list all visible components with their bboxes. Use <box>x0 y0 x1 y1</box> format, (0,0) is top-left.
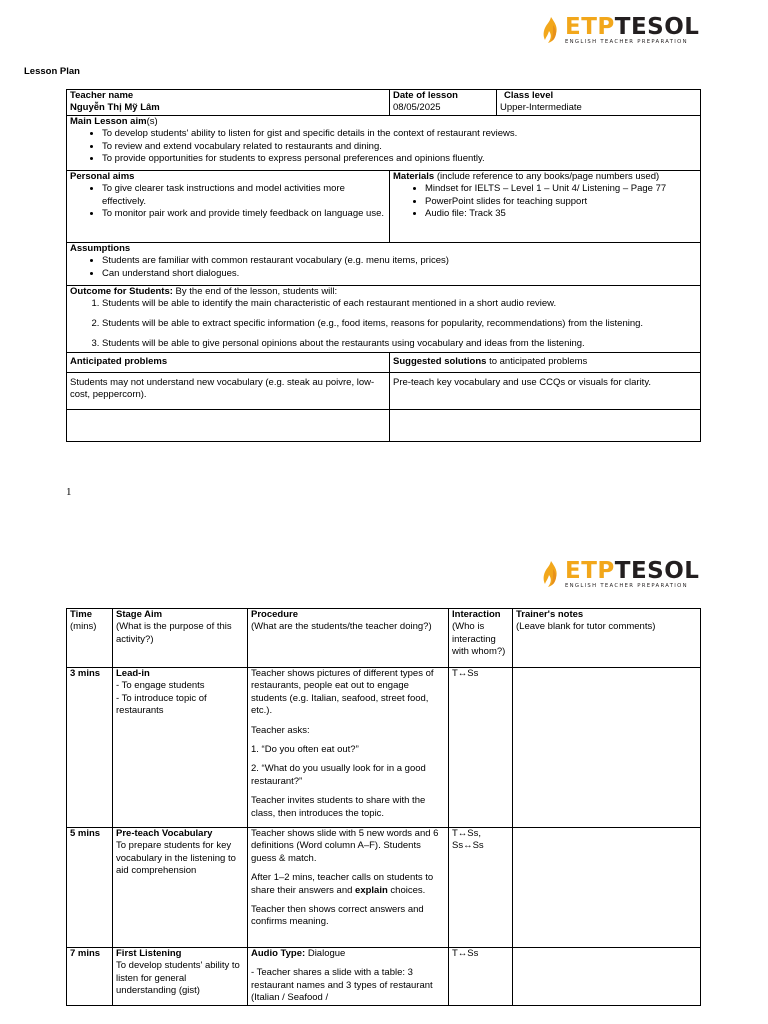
procedure-text: Teacher then shows correct answers and confirms meaning. <box>251 904 424 928</box>
header-stage-label: Stage Aim <box>116 609 163 620</box>
outcome-intro: By the end of the lesson, students will: <box>172 285 338 297</box>
header-interaction-label: Interaction <box>452 609 501 620</box>
audio-type-value: Dialogue <box>305 948 346 959</box>
materials-label: Materials <box>393 170 435 182</box>
list-item: • PowerPoint slides for teaching support <box>425 196 697 208</box>
etp-tesol-logo <box>541 16 699 45</box>
main-aim-suffix: (s) <box>146 115 158 127</box>
row-interaction: T↔Ss, Ss↔Ss <box>449 828 513 948</box>
personal-aims-cell <box>67 170 390 242</box>
row-time: 7 mins <box>67 948 113 1006</box>
class-level: Upper-Intermediate <box>500 102 582 114</box>
header-interaction-sub: (Who is interacting with whom?) <box>452 621 506 658</box>
header-procedure <box>248 609 449 668</box>
anticipated-label: Anticipated problems <box>70 355 168 367</box>
assumptions-label: Assumptions <box>70 242 131 254</box>
header-stage <box>113 609 248 668</box>
problem-cell <box>67 372 390 409</box>
row-notes <box>513 668 701 828</box>
etp-tesol-logo <box>541 560 699 589</box>
list-item: • To review and extend vocabulary related to restaurants and dining. <box>102 141 697 153</box>
procedure-text: Teacher asks: <box>251 724 310 736</box>
solutions-header-cell <box>390 352 701 372</box>
outcomes-list <box>70 298 697 350</box>
procedure-text-part: After 1–2 mins, teacher calls on students to share their answers and <box>251 872 434 896</box>
header-notes-sub: (Leave blank for tutor comments) <box>516 621 656 633</box>
list-item: • To develop students' ability to listen for gist and specific details in the context of restaurant reviews. <box>102 128 697 140</box>
class-level-label: Class level <box>504 90 554 101</box>
date-cell <box>390 90 497 116</box>
header-procedure-label: Procedure <box>251 609 298 620</box>
procedure-text: Teacher shows pictures of different types of restaurants, people eat out to engage students (e.g. Italian, seafood, street food, etc.). <box>251 668 434 717</box>
procedure-text-part: choices. <box>387 884 426 896</box>
procedure-text <box>251 948 445 960</box>
list-item: • To give clearer task instructions and model activities more effectively. <box>102 183 386 208</box>
teacher-name: Nguyễn Thị Mỹ Lâm <box>70 102 160 114</box>
solution-text: Pre-teach key vocabulary and use CCQs or visuals for clarity. <box>393 376 652 388</box>
personal-aims-list <box>70 183 386 220</box>
brand-tesol: TESOL <box>614 14 700 40</box>
main-aim-label: Main Lesson aim <box>70 115 147 127</box>
solutions-label: Suggested solutions <box>393 355 487 367</box>
list-item: • Audio file: Track 35 <box>425 208 697 220</box>
solutions-suffix: to anticipated problems <box>486 355 588 367</box>
row-time: 3 mins <box>67 668 113 828</box>
header-interaction <box>449 609 513 668</box>
list-item: • To provide opportunities for students to express personal preferences and opinions fluently. <box>102 153 697 165</box>
list-item: • Mindset for IELTS – Level 1 – Unit 4/ Listening – Page 77 <box>425 183 697 195</box>
row-stage <box>113 828 248 948</box>
personal-aims-label: Personal aims <box>70 170 135 182</box>
header-time <box>67 609 113 668</box>
stage-title: Lead-in <box>116 668 150 679</box>
materials-cell <box>390 170 701 242</box>
procedure-text <box>251 872 445 897</box>
assumptions-list <box>70 255 697 280</box>
flame-icon <box>541 16 561 44</box>
page-number: 1 <box>66 486 72 498</box>
procedure-text: - Teacher shares a slide with a table: 3 restaurant names and 3 types of restaurant (Italian / Seafood / <box>251 967 433 1004</box>
row-procedure <box>248 828 449 948</box>
brand-tagline: ENGLISH TEACHER PREPARATION <box>565 39 688 45</box>
stage-desc: To develop students' ability to listen for general understanding (gist) <box>116 960 240 997</box>
brand-tagline: ENGLISH TEACHER PREPARATION <box>565 583 688 589</box>
page-title: Lesson Plan <box>24 66 80 77</box>
table-row <box>67 828 701 948</box>
stage-title: Pre-teach Vocabulary <box>116 828 213 839</box>
row-procedure <box>248 668 449 828</box>
teacher-name-label: Teacher name <box>70 90 134 101</box>
procedure-table <box>66 608 701 1006</box>
flame-icon <box>541 560 561 588</box>
row-procedure <box>248 948 449 1006</box>
solution-cell <box>390 372 701 409</box>
procedure-text: 1. “Do you often eat out?” <box>251 744 359 756</box>
row-stage <box>113 948 248 1006</box>
outcome-label: Outcome for Students: <box>70 285 173 297</box>
row-interaction: T↔Ss <box>449 948 513 1006</box>
header-notes <box>513 609 701 668</box>
header-time-label: Time <box>70 609 93 620</box>
brand-tesol: TESOL <box>614 558 700 584</box>
empty-problem-cell <box>67 409 390 441</box>
list-item: • To monitor pair work and provide timely feedback on language use. <box>102 208 386 220</box>
list-item: 2. Students will be able to extract specific information (e.g., food items, reasons for popularity, recommendations) from the listening. <box>102 318 697 330</box>
list-item: 1. Students will be able to identify the main characteristic of each restaurant mentioned in a short audio review. <box>102 298 697 310</box>
procedure-text: Teacher shows slide with 5 new words and 6 definitions (Word column A–F). Students guess & match. <box>251 828 439 864</box>
class-level-cell <box>497 90 701 116</box>
anticipated-header-cell <box>67 352 390 372</box>
list-item: 3. Students will be able to give personal opinions about the restaurants using vocabulary and ideas from the listening. <box>102 338 697 350</box>
row-notes <box>513 828 701 948</box>
lesson-info-table <box>66 89 701 442</box>
problem-text: Students may not understand new vocabulary (e.g. steak au poivre, low-cost, peppercorn). <box>70 376 375 401</box>
stage-desc: To prepare students for key vocabulary in the listening to aid comprehension <box>116 840 236 877</box>
materials-list <box>393 183 697 220</box>
date-label: Date of lesson <box>393 90 458 101</box>
brand-etp: ETP <box>565 14 615 40</box>
materials-note: (include reference to any books/page numbers used) <box>434 170 660 182</box>
procedure-text: Teacher invites students to share with the class, then introduces the topic. <box>251 795 426 819</box>
header-time-sub: (mins) <box>70 621 97 633</box>
audio-type-label: Audio Type: <box>251 948 306 959</box>
list-item: • Can understand short dialogues. <box>102 268 697 280</box>
header-stage-sub: (What is the purpose of this activity?) <box>116 621 232 645</box>
row-interaction: T↔Ss <box>449 668 513 828</box>
procedure-text: 2. “What do you usually look for in a good restaurant?” <box>251 763 426 787</box>
lesson-date: 08/05/2025 <box>393 102 441 114</box>
procedure-text-bold: explain <box>355 884 388 896</box>
outcome-cell <box>67 285 701 352</box>
stage-title: First Listening <box>116 948 182 959</box>
list-item: • Students are familiar with common restaurant vocabulary (e.g. menu items, prices) <box>102 255 697 267</box>
main-aims-list <box>70 128 697 165</box>
table-row <box>67 948 701 1006</box>
teacher-name-cell <box>67 90 390 116</box>
empty-solution-cell <box>390 409 701 441</box>
header-notes-label: Trainer's notes <box>516 609 584 620</box>
assumptions-cell <box>67 242 701 285</box>
brand-etp: ETP <box>565 558 615 584</box>
row-notes <box>513 948 701 1006</box>
row-stage <box>113 668 248 828</box>
main-aim-cell <box>67 115 701 170</box>
row-time: 5 mins <box>67 828 113 948</box>
table-row <box>67 668 701 828</box>
stage-desc: - To engage students - To introduce topic of restaurants <box>116 680 207 717</box>
header-procedure-sub: (What are the students/the teacher doing?) <box>251 621 432 633</box>
